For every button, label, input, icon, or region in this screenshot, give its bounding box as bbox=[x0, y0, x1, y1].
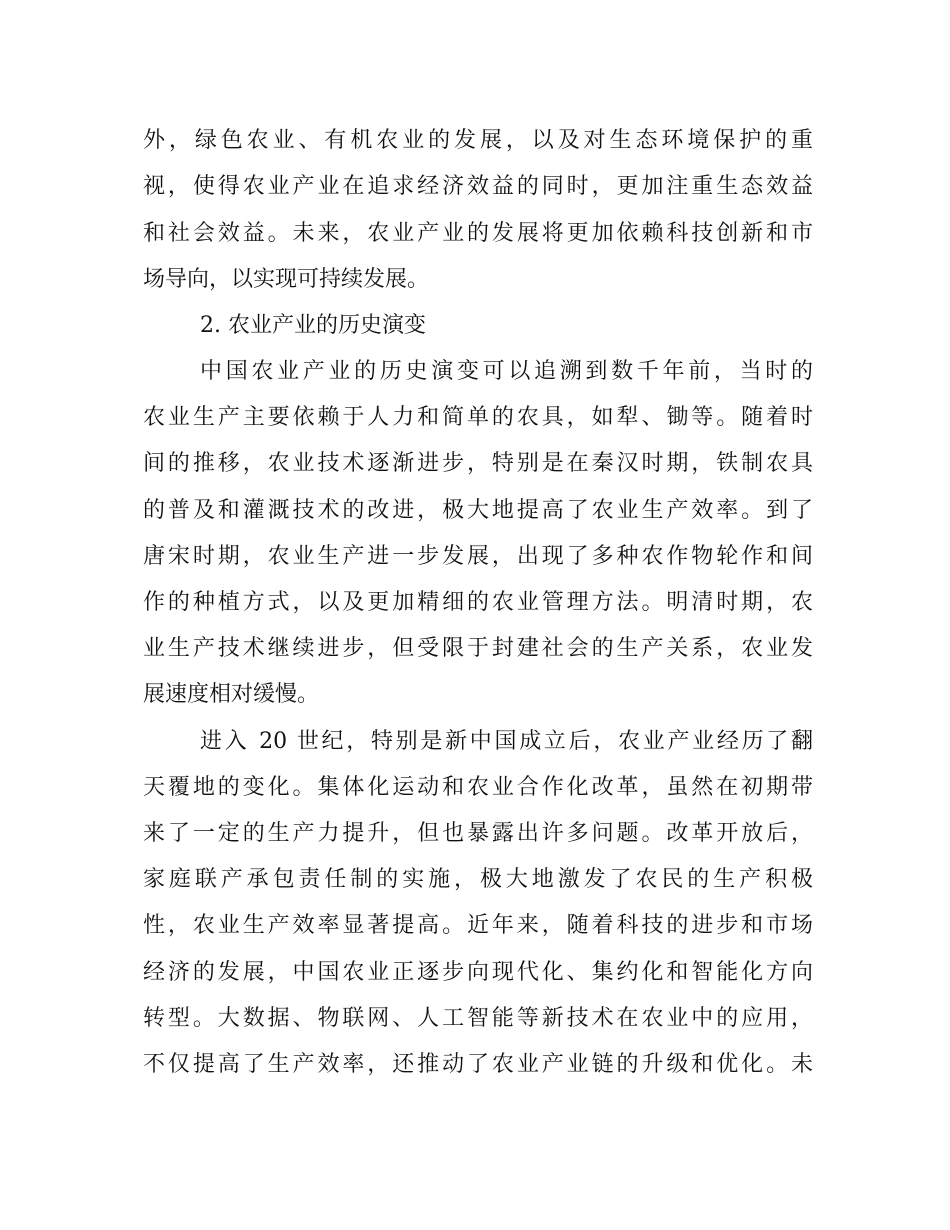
paragraph-2-line-7: 业生产技术继续进步，但受限于封建社会的生产关系，农业发 bbox=[143, 636, 813, 661]
section-heading: 2. 农业产业的历史演变 bbox=[200, 313, 426, 338]
paragraph-3-line-8: 不仅提高了生产效率，还推动了农业产业链的升级和优化。未 bbox=[143, 1052, 813, 1077]
paragraph-2-line-3: 间的推移，农业技术逐渐进步，特别是在秦汉时期，铁制农具 bbox=[143, 451, 813, 476]
paragraph-3-line-4: 家庭联产承包责任制的实施，极大地激发了农民的生产积极 bbox=[143, 867, 813, 892]
paragraph-1-line-1: 外，绿色农业、有机农业的发展，以及对生态环境保护的重 bbox=[143, 128, 813, 153]
paragraph-3-line-6: 经济的发展，中国农业正逐步向现代化、集约化和智能化方向 bbox=[143, 960, 813, 985]
paragraph-1-line-2: 视，使得农业产业在追求经济效益的同时，更加注重生态效益 bbox=[143, 174, 813, 199]
paragraph-1-line-3: 和社会效益。未来，农业产业的发展将更加依赖科技创新和市 bbox=[143, 221, 813, 246]
paragraph-3-line-1: 进入 20 世纪，特别是新中国成立后，农业产业经历了翻 bbox=[200, 729, 813, 754]
paragraph-3-line-7: 转型。大数据、物联网、人工智能等新技术在农业中的应用， bbox=[143, 1006, 813, 1031]
paragraph-3-line-2: 天覆地的变化。集体化运动和农业合作化改革，虽然在初期带 bbox=[143, 775, 813, 800]
paragraph-2-line-5: 唐宋时期，农业生产进一步发展，出现了多种农作物轮作和间 bbox=[143, 544, 813, 569]
paragraph-2-line-2: 农业生产主要依赖于人力和简单的农具，如犁、锄等。随着时 bbox=[143, 405, 813, 430]
paragraph-2-line-4: 的普及和灌溉技术的改进，极大地提高了农业生产效率。到了 bbox=[143, 498, 813, 523]
paragraph-2-line-6: 作的种植方式，以及更加精细的农业管理方法。明清时期，农 bbox=[143, 590, 813, 615]
paragraph-2-line-1: 中国农业产业的历史演变可以追溯到数千年前，当时的 bbox=[200, 359, 813, 384]
paragraph-3-line-5: 性，农业生产效率显著提高。近年来，随着科技的进步和市场 bbox=[143, 913, 813, 938]
paragraph-1-line-4: 场导向，以实现可持续发展。 bbox=[143, 267, 430, 292]
paragraph-2-line-8: 展速度相对缓慢。 bbox=[143, 682, 320, 707]
paragraph-3-line-3: 来了一定的生产力提升，但也暴露出许多问题。改革开放后， bbox=[143, 821, 813, 846]
